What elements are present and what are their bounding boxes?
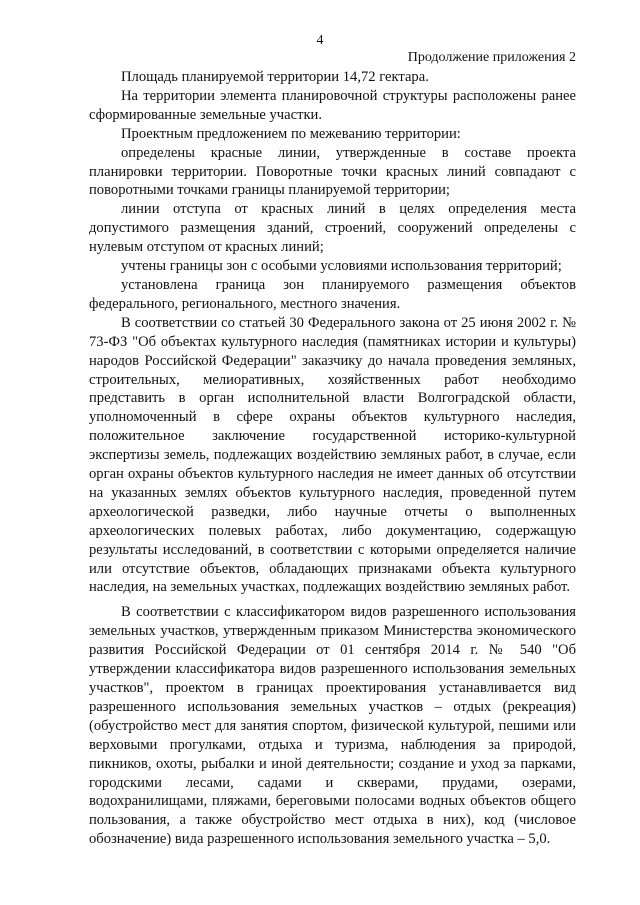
paragraph-project-proposal: Проектным предложением по межеванию территории: (121, 125, 461, 142)
paragraph-existing-plots: На территории элемента планировочной структуры расположены ранее сформированные земельные участки. (89, 87, 576, 123)
paragraph-territory-area: Площадь планируемой территории 14,72 гектара. (121, 69, 429, 85)
paragraph-special-zones: учтены границы зон с особыми условиями использования территорий; (121, 258, 562, 275)
page-number: 4 (316, 33, 324, 48)
paragraph-planned-objects: установлена граница зон планируемого размещения объектов федерального, регионального, местного значения. (89, 276, 576, 312)
paragraph-land-use-classifier: В соответствии с классификатором видов разрешенного использования земельных участков, утвержденным приказом Министерства экономического развития Российской Федерации от 01 сентября 2014 г. № 540 "Об утверждении классификатора видов разрешенного использования земельных участков", проектом в границах проектирования устанавливается вид разрешенного использования земельных участков – отдых (рекреация) (обустройство мест для занятия спортом, физической культурой, пешими или верховыми прогулками, отдыха и туризма, наблюдения за природой, пикников, охоты, рыбалки и иной деятельности; создание и уход за парками, городскими лесами, садами и скверами, прудами, озерами, водохранилищами, пляжами, береговыми полосами водных объектов общего пользования, а также обустройство мест отдыха в них), код (числовое обозначение) вида разрешенного использования земельного участка – 5,0. (89, 604, 576, 848)
paragraph-red-lines: определены красные линии, утвержденные в составе проекта планировки территории. Поворотные точки красных линий совпадают с поворотными точками границы планируемой территории; (89, 144, 576, 199)
appendix-continuation-note: Продолжение приложения 2 (407, 50, 576, 65)
document-body (89, 68, 576, 849)
paragraph-cultural-heritage: В соответствии со статьей 30 Федерального закона от 25 июня 2002 г. № 73-ФЗ "Об объектах культурного наследия (памятниках истории и культуры) народов Российской Федерации" заказчику до начала проведения земляных, строительных, мелиоративных, хозяйственных работ необходимо представить в орган исполнительной власти Волгоградской области, уполномоченный в сфере охраны объектов культурного наследия, положительное заключение государственной историко-культурной экспертизы земель, подлежащих воздействию земляных работ, в случае, если орган охраны объектов культурного наследия не имеет данных об отсутствии на указанных землях объектов культурного наследия, проведенной путем археологической разведки, либо научные отчеты о выполненных археологических полевых работах, либо документацию, содержащую результаты исследований, в соответствии с которыми определяется наличие или отсутствие объектов, обладающих признаками объекта культурного наследия, на земельных участках, подлежащих воздействию земляных работ. (89, 314, 576, 596)
paragraph-setback-lines: линии отступа от красных линий в целях определения места допустимого размещения зданий, строений, сооружений определены с нулевым отступом от красных линий; (89, 201, 576, 256)
